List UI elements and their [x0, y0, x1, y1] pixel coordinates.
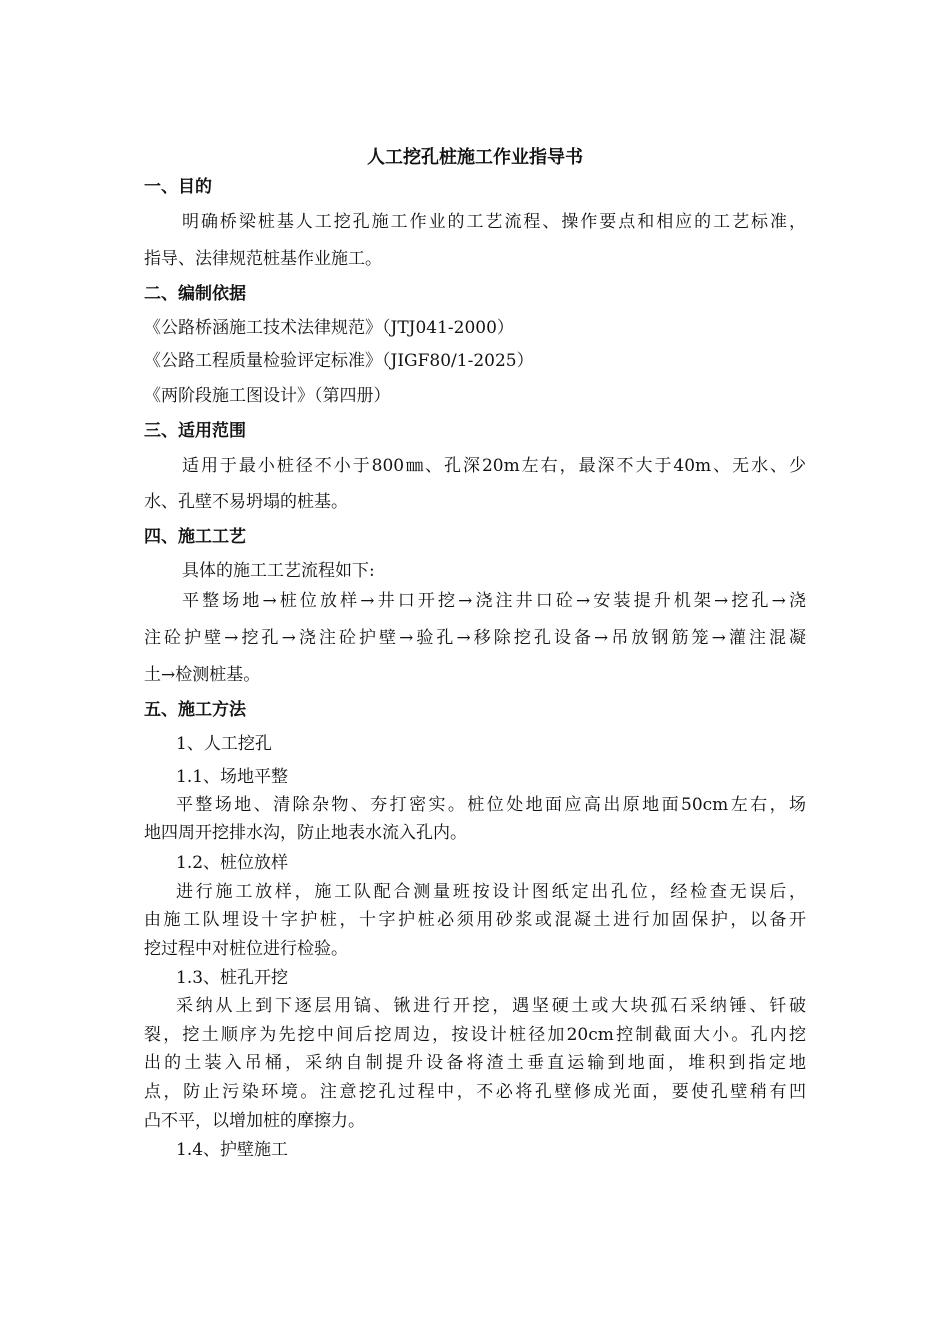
process-flow-line: 注砼护壁→挖孔→浇注砼护壁→验孔→移除挖孔设备→吊放钢筋笼→灌注混凝 [144, 628, 806, 648]
paragraph-line: 进行施工放样，施工队配合测量班按设计图纸定出孔位，经检查无误后， [176, 882, 806, 902]
paragraph-line: 水、孔壁不易坍塌的桩基。 [144, 492, 348, 512]
paragraph-line: 指导、法律规范桩基作业施工。 [144, 249, 382, 269]
process-flow-line: 土→检测桩基。 [144, 665, 261, 685]
paragraph-line: 地四周开挖排水沟，防止地表水流入孔内。 [144, 823, 467, 843]
subheading: 1、人工挖孔 [176, 734, 272, 754]
reference-item: 《公路桥涵施工技术法律规范》（JTJ041-2000） [144, 318, 514, 338]
paragraph-line: 凸不平，以增加桩的摩擦力。 [144, 1111, 365, 1131]
heading-scope: 三、适用范围 [144, 421, 246, 441]
paragraph-line: 出的土装入吊桶，采纳自制提升设备将渣土垂直运输到地面，堆积到指定地 [144, 1053, 806, 1073]
paragraph-line: 适用于最小桩径不小于800㎜、孔深20m左右，最深不大于40m、无水、少 [182, 456, 806, 476]
heading-process: 四、施工工艺 [144, 527, 246, 547]
subheading: 1.1、场地平整 [176, 767, 289, 787]
heading-basis: 二、编制依据 [144, 284, 246, 304]
heading-purpose: 一、目的 [144, 177, 212, 197]
paragraph-line: 由施工队埋设十字护桩，十字护桩必须用砂浆或混凝土进行加固保护，以备开 [144, 910, 806, 930]
subheading: 1.3、桩孔开挖 [176, 968, 289, 988]
paragraph-line: 点，防止污染环境。注意挖孔过程中，不必将孔壁修成光面，要使孔壁稍有凹 [144, 1082, 806, 1102]
paragraph-line: 平整场地、清除杂物、夯打密实。桩位处地面应高出原地面50cm左右，场 [176, 795, 806, 815]
document-title: 人工挖孔桩施工作业指导书 [367, 147, 583, 168]
paragraph-line: 具体的施工工艺流程如下: [182, 561, 375, 581]
subheading: 1.2、桩位放样 [176, 853, 289, 873]
paragraph-line: 挖过程中对桩位进行检验。 [144, 939, 348, 959]
heading-method: 五、施工方法 [144, 700, 246, 720]
paragraph-line: 明确桥梁桩基人工挖孔施工作业的工艺流程、操作要点和相应的工艺标准， [182, 212, 806, 232]
paragraph-line: 裂，挖土顺序为先挖中间后挖周边，按设计桩径加20cm控制截面大小。孔内挖 [144, 1025, 806, 1045]
paragraph-line: 采纳从上到下逐层用镐、锹进行开挖，遇坚硬土或大块孤石采纳锤、钎破 [176, 996, 806, 1016]
subheading: 1.4、护壁施工 [176, 1140, 289, 1160]
reference-item: 《两阶段施工图设计》（第四册） [144, 386, 391, 406]
reference-item: 《公路工程质量检验评定标准》（JIGF80/1-2025） [144, 351, 534, 371]
process-flow-line: 平整场地→桩位放样→井口开挖→浇注井口砼→安装提升机架→挖孔→浇 [182, 591, 806, 611]
